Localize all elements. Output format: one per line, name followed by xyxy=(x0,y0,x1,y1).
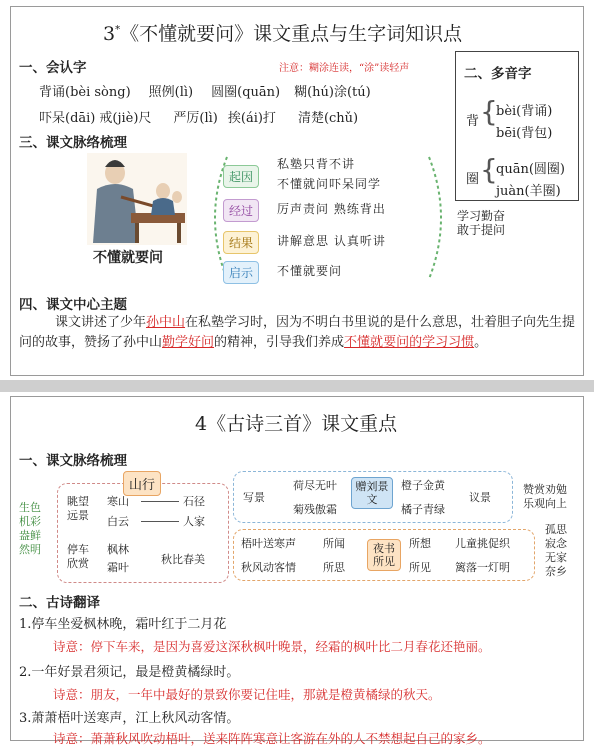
brace-icon: { xyxy=(480,153,498,186)
connector-line xyxy=(141,501,179,502)
yeshu-item: 秋风动客情 xyxy=(241,561,296,574)
shanxing-item: 寒山 xyxy=(107,495,129,508)
theme-paragraph: 课文讲述了少年孙中山在私塾学习时，因为不明白书里说的是什么意思，壮着胆子向先生提问的故事，赞扬了孙中山勤学好问的精神，引导我们养成不懂就要问的学习习惯。 xyxy=(19,315,576,350)
section-text-outline-2: 一、课文脉络梳理 xyxy=(19,453,127,469)
section-text-outline: 三、课文脉络梳理 xyxy=(19,135,127,151)
zengliu-right: 议景 xyxy=(469,491,491,504)
flow-text: 不懂就问吓呆同学 xyxy=(277,177,382,191)
panel-separator xyxy=(0,380,594,392)
flow-text: 讲解意思 认真听讲 xyxy=(277,234,386,248)
zengliu-item: 橙子金黄 xyxy=(401,479,445,492)
flow-text: 不懂就要问 xyxy=(277,264,343,278)
zengliu-item: 荷尽无叶 xyxy=(293,479,337,492)
poem-meaning: 诗意：朋友，一年中最好的景致你要记住哇，那就是橙黄橘绿的秋天。 xyxy=(53,687,441,702)
shanxing-item: 石径 xyxy=(183,495,205,508)
yeshu-item: 所闻 xyxy=(323,537,345,550)
shanxing-branch-b: 停车 欣赏 xyxy=(67,543,89,570)
flow-tag-result: 结果 xyxy=(223,231,259,254)
poem-meaning: 诗意：萧萧秋风吹动梧叶，送来阵阵寒意让客游在外的人不禁想起自己的家乡。 xyxy=(53,731,491,746)
connector-line xyxy=(141,521,179,522)
polyphone-title: 二、多音字 xyxy=(464,66,532,82)
shanxing-branch-a: 眺望 远景 xyxy=(67,495,89,522)
flow-side-text: 学习勤奋 敢于提问 xyxy=(457,209,506,237)
lesson4-title: 4《古诗三首》课文重点 xyxy=(195,413,398,435)
illustration-caption: 不懂就要问 xyxy=(93,250,163,266)
poem-line: 1.停车坐爱枫林晚，霜叶红于二月花 xyxy=(19,617,227,632)
shanxing-title: 山行 xyxy=(123,471,161,496)
brace-icon: { xyxy=(480,95,498,128)
lesson3-panel xyxy=(10,6,584,376)
yeshu-item: 儿童挑促织 xyxy=(455,537,510,550)
yeshu-end: 孤思 寂念 无家 奈乡 xyxy=(545,523,567,578)
flow-tag-lesson: 启示 xyxy=(223,261,259,284)
flow-tag-cause: 起因 xyxy=(223,165,259,188)
shanxing-item: 霜叶 xyxy=(107,561,129,574)
words-row-2: 吓呆(dāi) 戒(jiè)尺 严厉(lì) 挨(ái)打 清楚(chǔ) xyxy=(39,111,359,126)
polyphone-box xyxy=(455,51,579,201)
lesson3-title: 3*《不懂就要问》课文重点与生字词知识点 xyxy=(103,23,463,45)
words-row-1: 背诵(bèi sòng) 照例(lì) 圆圈(quān) 糊(hú)涂(tú) xyxy=(39,85,371,100)
shanxing-conclusion: 秋比春美 xyxy=(161,553,205,566)
section-recognize-chars: 一、会认字 xyxy=(19,60,87,76)
zengliu-end: 赞赏劝勉 乐观向上 xyxy=(523,483,567,510)
shanxing-side-text: 生色 机彩 盎鲜 然明 xyxy=(19,501,41,556)
yeshu-item: 所思 xyxy=(323,561,345,574)
lesson4-panel xyxy=(10,396,584,746)
polyphone-reading: juàn(羊圈) xyxy=(496,184,561,199)
polyphone-char-bei: 背 xyxy=(466,114,480,129)
section-translation: 二、古诗翻译 xyxy=(19,595,100,611)
flow-text: 厉声责问 熟练背出 xyxy=(277,202,386,216)
yeshu-item: 篱落一灯明 xyxy=(455,561,510,574)
flow-text: 私塾只背不讲 xyxy=(277,157,356,171)
shanxing-item: 枫林 xyxy=(107,543,129,556)
yeshu-item: 所见 xyxy=(409,561,431,574)
shanxing-item: 白云 xyxy=(107,515,129,528)
polyphone-reading: quān(圆圈) xyxy=(496,162,565,177)
shanxing-item: 人家 xyxy=(183,515,205,528)
poem-line: 3.萧萧梧叶送寒声，江上秋风动客情。 xyxy=(19,711,240,726)
zengliu-item: 菊残傲霜 xyxy=(293,503,337,516)
pronunciation-note: 注意：糊涂连读，“涂”读轻声 xyxy=(279,63,410,74)
zengliu-left: 写景 xyxy=(243,491,265,504)
poem-line: 2.一年好景君须记，最是橙黄橘绿时。 xyxy=(19,665,240,680)
yeshu-item: 所想 xyxy=(409,537,431,550)
polyphone-reading: bēi(背包) xyxy=(496,126,553,141)
yeshu-title: 夜书所见 xyxy=(367,539,401,571)
teacher-student-illustration xyxy=(87,153,187,245)
flow-tag-process: 经过 xyxy=(223,199,259,222)
yeshu-item: 梧叶送寒声 xyxy=(241,537,296,550)
section-central-theme: 四、课文中心主题 xyxy=(19,297,127,313)
zengliu-item: 橘子青绿 xyxy=(401,503,445,516)
zengliu-title: 赠刘景文 xyxy=(351,477,393,509)
poem-meaning: 诗意：停下车来，是因为喜爱这深秋枫叶晚景，经霜的枫叶比二月春花还艳丽。 xyxy=(53,639,491,654)
polyphone-reading: bèi(背诵) xyxy=(496,104,553,119)
polyphone-char-quan: 圈 xyxy=(466,172,480,187)
